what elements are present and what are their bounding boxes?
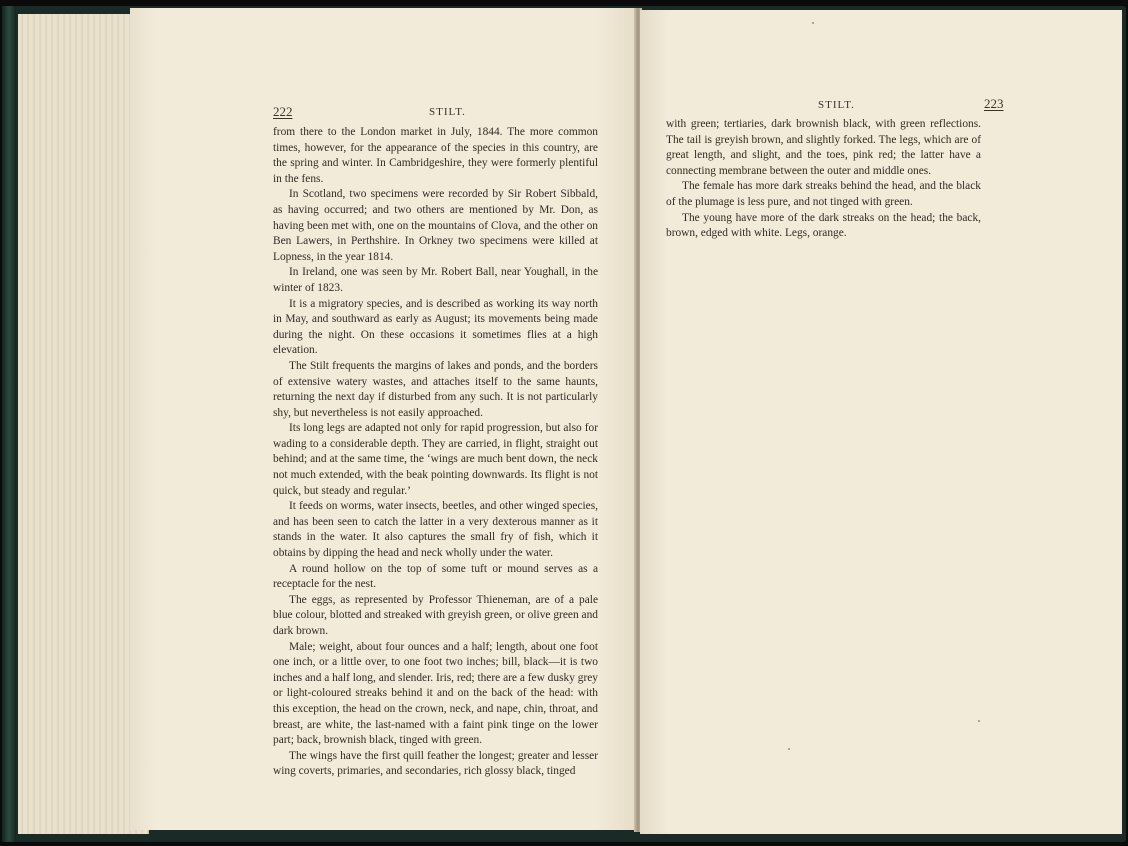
right-page bbox=[640, 10, 1122, 834]
paragraph: It feeds on worms, water insects, beetles, and other winged species, and has been seen to catch the latter in a very dexterous manner as it stands in the water. It also captures the small fry of fish, which it obtains by dipping the head and neck wholly under the water. bbox=[273, 500, 598, 560]
paragraph: Male; weight, about four ounces and a half; length, about one foot one inch, or a little over, to one foot two inches; bill, black—it is two inches and a half long, and slender. Iris, red; there are a few dusky grey or light-coloured streaks behind it and on the back of the head: with this exception, the head on the crown, neck, and nape, chin, throat, and breast, are white, the last-named with a faint pink tinge on the lower part; back, brownish black, tinged with green. bbox=[273, 640, 598, 747]
paragraph: In Scotland, two specimens were recorded by Sir Robert Sibbald, as having occurred; and two others are mentioned by Mr. Don, as having been met with, one on the mountains of Clova, and the other on Ben Lawers, in Perthshire. In Orkney two specimens were killed at Lopness, in the year 1814. bbox=[273, 188, 598, 263]
paragraph: The Stilt frequents the margins of lakes and ponds, and the borders of extensive watery wastes, and attaches itself to the same haunts, returning the next day if disturbed from any such. It is not particularly shy, but nevertheless is not easily approached. bbox=[273, 359, 598, 419]
paper-speck bbox=[788, 748, 790, 750]
paragraph: A round hollow on the top of some tuft or mound serves as a receptacle for the nest. bbox=[273, 562, 598, 591]
paragraph: It is a migratory species, and is described as working its way north in May, and southward as early as August; its movements being made during the night. On these occasions it sometimes flies at a high elevation. bbox=[273, 297, 598, 357]
right-page-number: 223 bbox=[984, 96, 1004, 111]
left-page bbox=[130, 8, 636, 830]
paragraph: The female has more dark streaks behind the head, and the black of the plumage is less pure, and not tinged with green. bbox=[666, 180, 981, 208]
paragraph: The young have more of the dark streaks on the head; the back, brown, edged with white. Legs, orange. bbox=[666, 211, 981, 240]
paragraph: from there to the London market in July, 1844. The more common times, however, for the appearance of the species in this country, are the spring and winter. In Cambridgeshire, they were formerly plentiful in the fens. bbox=[273, 126, 598, 185]
left-running-head: STILT. bbox=[429, 106, 466, 118]
right-page-body bbox=[666, 117, 981, 242]
paragraph: The eggs, as represented by Professor Thieneman, are of a pale blue colour, blotted and streaked with greyish green, or olive green and dark brown. bbox=[273, 593, 598, 637]
left-page-body bbox=[273, 125, 598, 780]
paragraph: In Ireland, one was seen by Mr. Robert Ball, near Youghall, in the winter of 1823. bbox=[273, 266, 598, 294]
left-page-number: 222 bbox=[273, 104, 293, 119]
right-running-head: STILT. bbox=[818, 99, 855, 111]
paper-speck bbox=[812, 22, 814, 24]
paragraph: Its long legs are adapted not only for rapid progression, but also for wading to a considerable depth. They are carried, in flight, straight out behind; and at the same time, the ‘wings are much bent down, the neck not much extended, with the beak pointing downwards. Its flight is not quick, but steady and regular.’ bbox=[273, 422, 598, 497]
paragraph: with green; tertiaries, dark brownish black, with green reflections. The tail is greyish brown, and slightly forked. The legs, which are of great length, and slight, and the toes, pink red; the latter have a connecting membrane between the outer and middle ones. bbox=[666, 118, 981, 177]
book-spine bbox=[2, 6, 16, 842]
paragraph: The wings have the first quill feather the longest; greater and lesser wing coverts, primaries, and secondaries, rich glossy black, tinged bbox=[273, 749, 598, 778]
paper-speck bbox=[978, 720, 980, 722]
